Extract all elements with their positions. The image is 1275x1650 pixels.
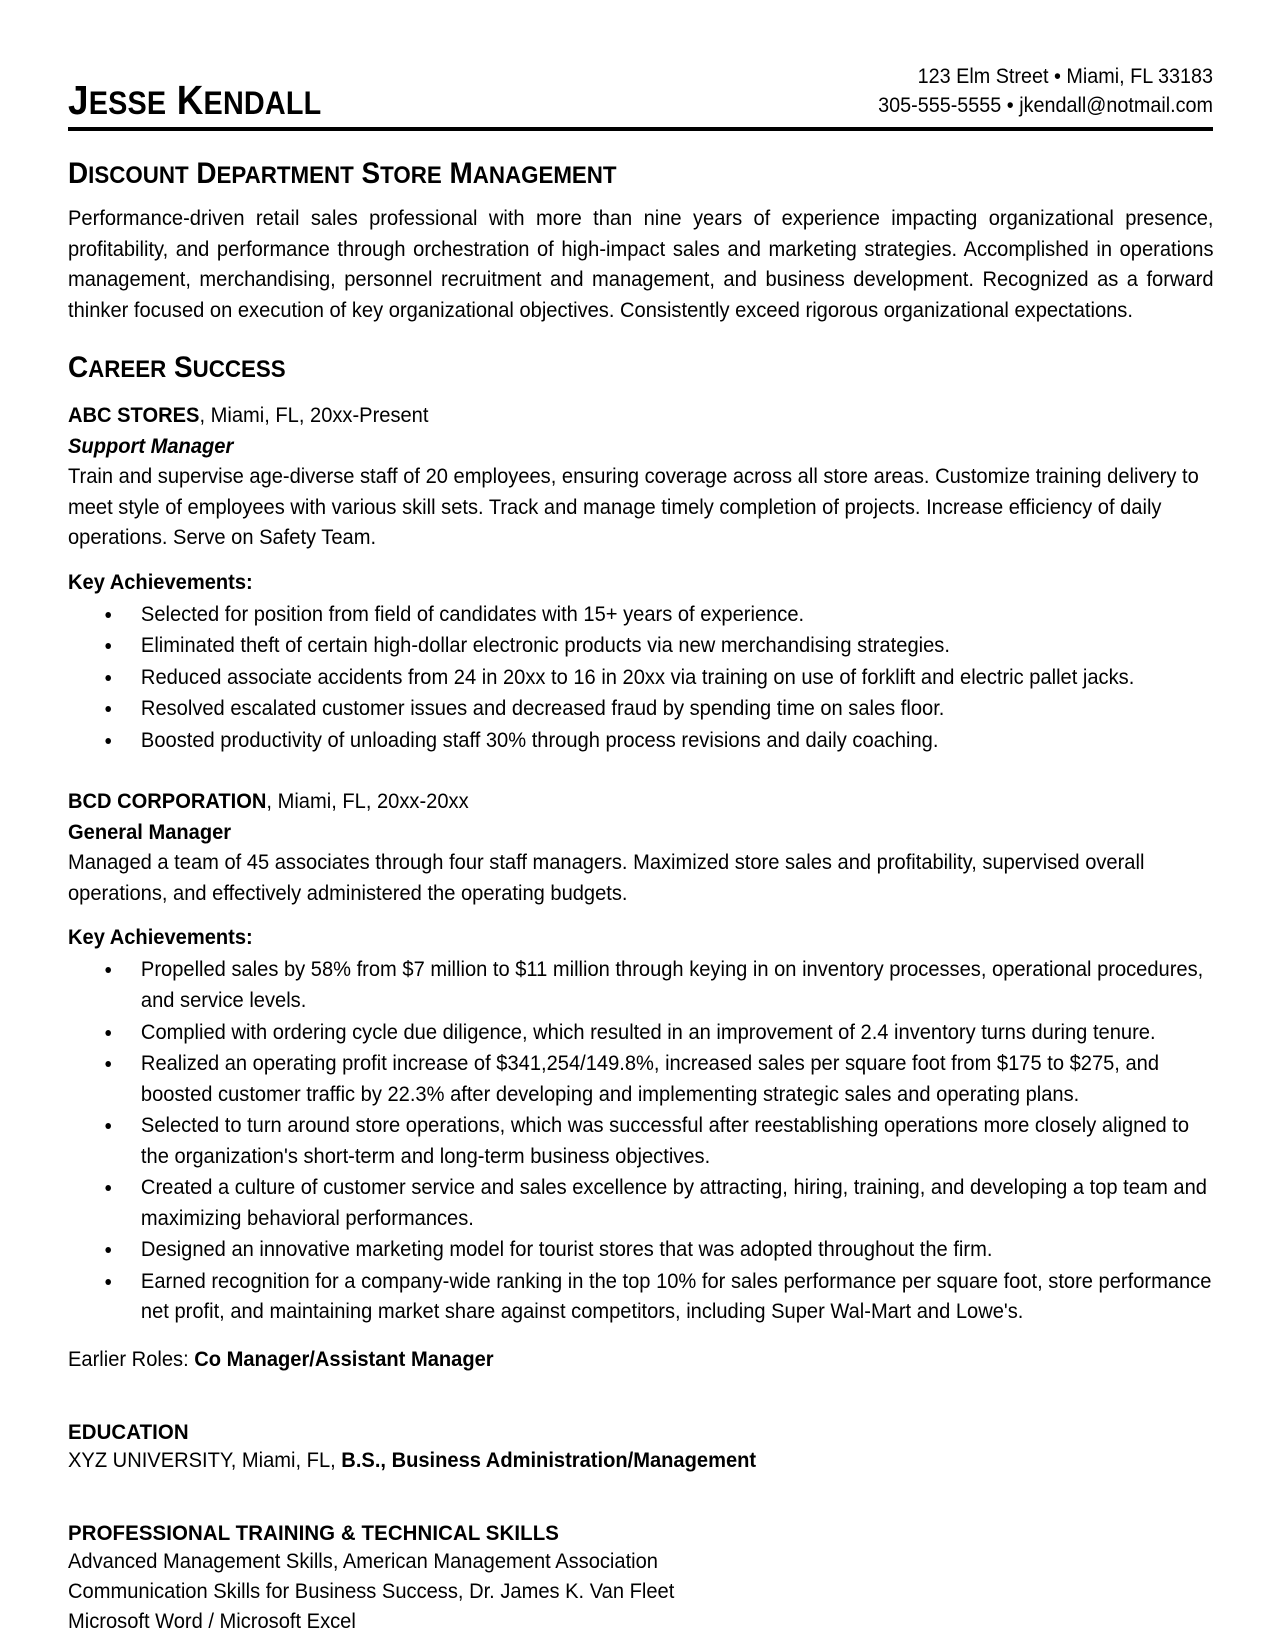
achievement-item: Boosted productivity of unloading staff 30% through process revisions and daily coaching. (68, 725, 1214, 756)
spacer (68, 756, 1213, 786)
achievement-item: Complied with ordering cycle due diligence, which resulted in an improvement of 2.4 inventory turns during tenure. (68, 1017, 1214, 1048)
achievement-item: Designed an innovative marketing model for tourist stores that was adopted throughout the firm. (68, 1234, 1214, 1265)
spacer (68, 1374, 1213, 1420)
job-org-line (68, 786, 1214, 817)
job-org: ABC STORES (68, 403, 200, 428)
candidate-name (68, 77, 322, 124)
headline-heading: DISCOUNT DEPARTMENT STORE MANAGEMENT (68, 157, 617, 191)
achievement-item: Reduced associate accidents from 24 in 20xx to 16 in 20xx via training on use of forklift and electric pallet jacks. (68, 662, 1214, 693)
job-description: Train and supervise age-diverse staff of 20 employees, ensuring coverage across all store areas. Customize training delivery to meet style of employees with various skill sets. Track and manage timely completion of projects. Increase efficiency of daily operations. Serve on Safety Team. (68, 464, 1199, 550)
education-school: XYZ UNIVERSITY, Miami, FL, (68, 1448, 342, 1473)
job-meta: , Miami, FL, 20xx-Present (199, 403, 429, 428)
education-entry (68, 1445, 1214, 1475)
contact-phone-email: 305-555-5555 • jkendall@notmail.com (878, 92, 1213, 117)
earlier-roles-label: Earlier Roles: (68, 1346, 195, 1371)
education-heading: EDUCATION (68, 1420, 189, 1445)
achievement-item: Realized an operating profit increase of $341,254/149.8%, increased sales per square foot from $175 to $275, and boosted customer traffic by 22.3% after developing and implementing strategic sales and operating plans. (68, 1048, 1214, 1109)
achievement-item: Created a culture of customer service and sales excellence by attracting, hiring, training, and developing a top team and maximizing behavioral performances. (68, 1172, 1214, 1233)
earlier-roles-line (68, 1344, 1214, 1375)
candidate-name-text: JESSE KENDALL (68, 77, 322, 124)
contact-address: 123 Elm Street • Miami, FL 33183 (917, 64, 1213, 88)
achievement-item: Resolved escalated customer issues and decreased fraud by spending time on sales floor. (68, 693, 1214, 724)
skill-item: Microsoft Word / Microsoft Excel (68, 1609, 356, 1634)
job-meta: , Miami, FL, 20xx-20xx (266, 789, 469, 814)
contact-block (878, 62, 1213, 122)
education-degree: B.S., Business Administration/Management (341, 1448, 757, 1473)
skills-list (68, 1546, 1214, 1636)
job-org: BCD CORPORATION (68, 789, 267, 814)
achievement-item: Selected for position from field of candidates with 15+ years of experience. (68, 599, 1214, 630)
achievements-list (68, 599, 1214, 756)
resume-header (68, 62, 1213, 126)
key-achievements-label: Key Achievements: (68, 925, 253, 950)
skill-item: Advanced Management Skills, American Management Association (68, 1549, 658, 1574)
career-success-heading: CAREER SUCCESS (68, 351, 286, 385)
job-title: General Manager (68, 819, 232, 844)
skill-item: Communication Skills for Business Success, Dr. James K. Van Fleet (68, 1579, 675, 1604)
achievement-item: Propelled sales by 58% from $7 million to $11 million through keying in on inventory processes, operational procedures, and service levels. (68, 954, 1214, 1015)
summary-paragraph: Performance-driven retail sales professional with more than nine years of experience impacting organizational presence, profitability, and performance through orchestration of high-impact sales and marketing strategies. Accomplished in operations management, merchandising, personnel recruitment and management, and business development. Recognized as a forward thinker focused on execution of key organizational objectives. Consistently exceed rigorous organizational expectations. (68, 206, 1214, 322)
achievement-item: Earned recognition for a company-wide ranking in the top 10% for sales performance per square foot, store performance net profit, and maintaining market share against competitors, including Super Wal-Mart and Lowe's. (68, 1266, 1214, 1327)
header-divider (68, 127, 1213, 131)
job-entry (68, 400, 1213, 755)
job-org-line (68, 400, 1214, 431)
job-entry (68, 786, 1213, 1326)
spacer (68, 1328, 1213, 1344)
job-title: Support Manager (68, 433, 234, 458)
skills-heading: PROFESSIONAL TRAINING & TECHNICAL SKILLS (68, 1521, 560, 1546)
achievement-item: Eliminated theft of certain high-dollar electronic products via new merchandising strategies. (68, 630, 1214, 661)
achievement-item: Selected to turn around store operations, which was successful after reestablishing operations more closely aligned to the organization's short-term and long-term business objectives. (68, 1110, 1214, 1171)
earlier-roles-value: Co Manager/Assistant Manager (194, 1346, 494, 1371)
achievements-list (68, 954, 1214, 1326)
job-description: Managed a team of 45 associates through four staff managers. Maximized store sales and profitability, supervised overall operations, and effectively administered the operating budgets. (68, 850, 1145, 905)
spacer (68, 1475, 1213, 1521)
key-achievements-label: Key Achievements: (68, 569, 253, 594)
spacer (68, 384, 1213, 400)
